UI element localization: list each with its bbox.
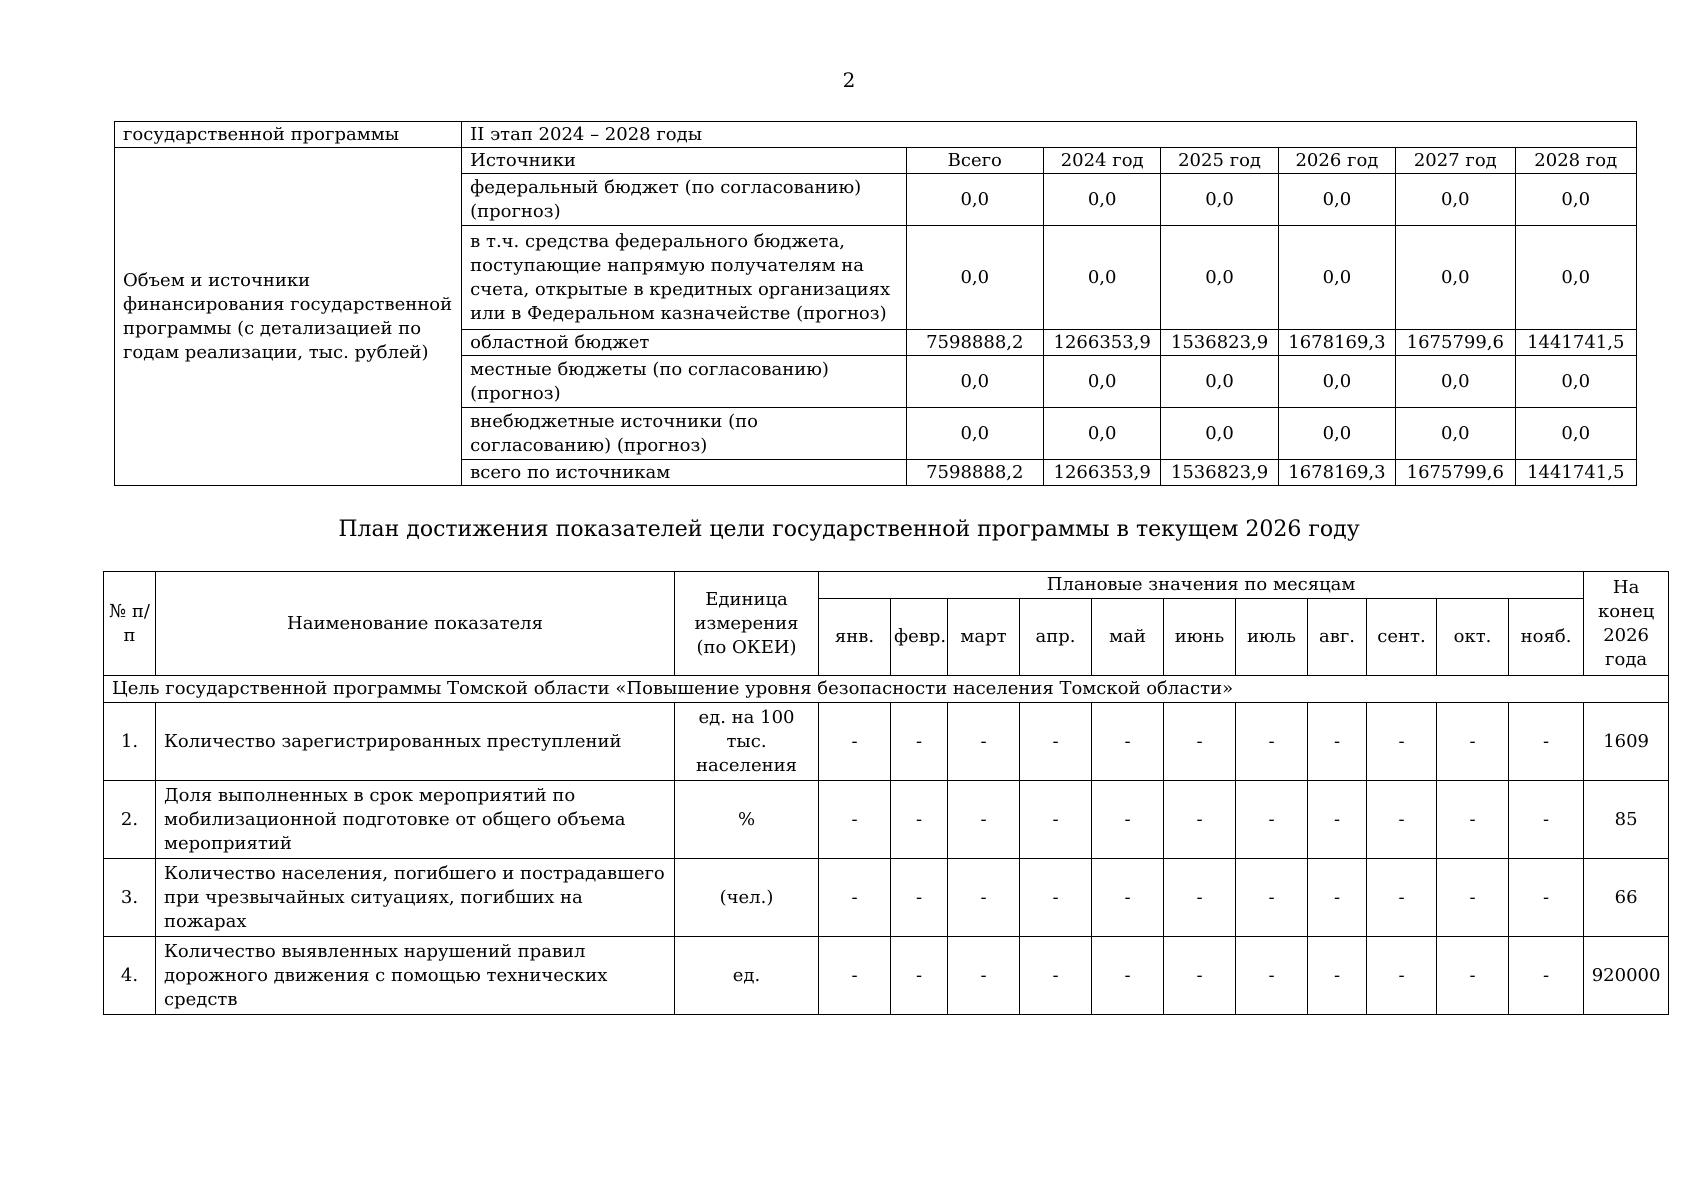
finance-source: областной бюджет — [462, 330, 906, 356]
plan-monthly-value: - — [1437, 781, 1509, 859]
plan-month-header: июнь — [1164, 599, 1236, 676]
finance-stage: II этап 2024 – 2028 годы — [462, 122, 1637, 148]
finance-value: 0,0 — [1044, 174, 1161, 226]
finance-value: 0,0 — [1161, 226, 1278, 330]
plan-month-header: нояб. — [1509, 599, 1584, 676]
plan-monthly-value: - — [819, 859, 891, 937]
plan-monthly-value: - — [1236, 781, 1308, 859]
finance-value: 7598888,2 — [906, 330, 1043, 356]
plan-monthly-value: - — [1308, 937, 1367, 1015]
plan-row-name: Количество зарегистрированных преступлений — [156, 703, 675, 781]
plan-month-header: янв. — [819, 599, 891, 676]
plan-month-header: сент. — [1367, 599, 1437, 676]
plan-monthly-value: - — [1092, 781, 1164, 859]
finance-value: 0,0 — [1396, 174, 1515, 226]
plan-row-num: 3. — [104, 859, 156, 937]
plan-monthly-value: - — [1437, 703, 1509, 781]
plan-month-header: февр. — [891, 599, 948, 676]
finance-value: 0,0 — [1278, 356, 1395, 408]
plan-monthly-value: - — [1437, 937, 1509, 1015]
plan-monthly-value: - — [1367, 937, 1437, 1015]
finance-value: 1441741,5 — [1515, 330, 1637, 356]
plan-col-end: На конец 2026 года — [1584, 572, 1669, 676]
finance-value: 0,0 — [1278, 174, 1395, 226]
plan-end-value: 85 — [1584, 781, 1669, 859]
plan-monthly-value: - — [1236, 859, 1308, 937]
finance-value: 0,0 — [1515, 408, 1637, 460]
plan-monthly-value: - — [948, 937, 1020, 1015]
plan-row-unit: ед. — [675, 937, 819, 1015]
plan-monthly-value: - — [819, 937, 891, 1015]
table-row — [104, 781, 1669, 859]
finance-source: всего по источникам — [462, 460, 906, 486]
finance-source: в т.ч. средства федерального бюджета, поступающие напрямую получателям на счета, открытые в кредитных организациях или в Федеральном казначействе (прогноз) — [462, 226, 906, 330]
finance-value: 0,0 — [1044, 356, 1161, 408]
plan-monthly-value: - — [1509, 859, 1584, 937]
plan-row-unit: (чел.) — [675, 859, 819, 937]
plan-monthly-value: - — [1164, 937, 1236, 1015]
plan-monthly-value: - — [819, 781, 891, 859]
finance-col-header: 2026 год — [1278, 148, 1395, 174]
plan-row-unit: % — [675, 781, 819, 859]
page-number: 2 — [842, 68, 856, 92]
plan-row-unit: ед. на 100 тыс. населения — [675, 703, 819, 781]
plan-monthly-value: - — [1509, 781, 1584, 859]
finance-value: 0,0 — [1044, 226, 1161, 330]
finance-col-header: 2028 год — [1515, 148, 1637, 174]
plan-monthly-value: - — [1020, 703, 1092, 781]
finance-value: 0,0 — [1515, 356, 1637, 408]
plan-monthly-value: - — [891, 859, 948, 937]
plan-monthly-value: - — [1164, 703, 1236, 781]
finance-value: 1675799,6 — [1396, 460, 1515, 486]
plan-monthly-value: - — [891, 703, 948, 781]
finance-col-header: Источники — [462, 148, 906, 174]
plan-monthly-value: - — [891, 937, 948, 1015]
finance-source: федеральный бюджет (по согласованию) (прогноз) — [462, 174, 906, 226]
plan-row-num: 1. — [104, 703, 156, 781]
finance-value: 0,0 — [906, 226, 1043, 330]
plan-end-value: 1609 — [1584, 703, 1669, 781]
finance-col-header: 2027 год — [1396, 148, 1515, 174]
plan-col-months-group: Плановые значения по месяцам — [819, 572, 1584, 599]
plan-row-name: Количество населения, погибшего и пострадавшего при чрезвычайных ситуациях, погибших на пожарах — [156, 859, 675, 937]
finance-value: 1678169,3 — [1278, 330, 1395, 356]
finance-col-header: Всего — [906, 148, 1043, 174]
finance-value: 1266353,9 — [1044, 460, 1161, 486]
finance-value: 0,0 — [1278, 226, 1395, 330]
plan-monthly-value: - — [819, 703, 891, 781]
plan-month-header: июль — [1236, 599, 1308, 676]
plan-monthly-value: - — [1308, 859, 1367, 937]
finance-value: 0,0 — [1161, 356, 1278, 408]
plan-col-name: Наименование показателя — [156, 572, 675, 676]
plan-monthly-value: - — [1509, 703, 1584, 781]
plan-month-header: апр. — [1020, 599, 1092, 676]
plan-goal: Цель государственной программы Томской области «Повышение уровня безопасности населения Томской области» — [104, 676, 1669, 703]
plan-row-num: 4. — [104, 937, 156, 1015]
finance-row-header: Объем и источники финансирования государственной программы (с детализацией по годам реализации, тыс. рублей) — [115, 148, 462, 486]
plan-row-num: 2. — [104, 781, 156, 859]
plan-monthly-value: - — [1308, 703, 1367, 781]
plan-monthly-value: - — [1367, 703, 1437, 781]
finance-col-header: 2025 год — [1161, 148, 1278, 174]
plan-monthly-value: - — [1236, 937, 1308, 1015]
finance-value: 0,0 — [1278, 408, 1395, 460]
finance-value: 1536823,9 — [1161, 460, 1278, 486]
plan-month-header: март — [948, 599, 1020, 676]
finance-value: 0,0 — [1396, 226, 1515, 330]
plan-end-value: 920000 — [1584, 937, 1669, 1015]
plan-monthly-value: - — [1367, 781, 1437, 859]
finance-value: 1678169,3 — [1278, 460, 1395, 486]
finance-value: 1675799,6 — [1396, 330, 1515, 356]
finance-value: 1266353,9 — [1044, 330, 1161, 356]
finance-value: 0,0 — [1044, 408, 1161, 460]
finance-value: 0,0 — [906, 408, 1043, 460]
finance-value: 0,0 — [1396, 356, 1515, 408]
finance-value: 1441741,5 — [1515, 460, 1637, 486]
plan-end-value: 66 — [1584, 859, 1669, 937]
plan-table — [103, 571, 1669, 1015]
plan-col-num: № п/п — [104, 572, 156, 676]
finance-value: 0,0 — [1515, 174, 1637, 226]
plan-row-name: Доля выполненных в срок мероприятий по мобилизационной подготовке от общего объема мероприятий — [156, 781, 675, 859]
plan-month-header: авг. — [1308, 599, 1367, 676]
finance-table — [114, 121, 1637, 486]
finance-source: внебюджетные источники (по согласованию) (прогноз) — [462, 408, 906, 460]
plan-monthly-value: - — [1308, 781, 1367, 859]
table-row — [104, 937, 1669, 1015]
plan-monthly-value: - — [1367, 859, 1437, 937]
finance-value: 0,0 — [1396, 408, 1515, 460]
plan-monthly-value: - — [1236, 703, 1308, 781]
finance-value: 1536823,9 — [1161, 330, 1278, 356]
finance-value: 0,0 — [906, 174, 1043, 226]
finance-value: 0,0 — [1161, 408, 1278, 460]
plan-monthly-value: - — [1164, 859, 1236, 937]
plan-title: План достижения показателей цели государственной программы в текущем 2026 году — [338, 517, 1360, 542]
plan-monthly-value: - — [948, 781, 1020, 859]
plan-monthly-value: - — [1437, 859, 1509, 937]
plan-col-unit: Единица измерения (по ОКЕИ) — [675, 572, 819, 676]
plan-monthly-value: - — [891, 781, 948, 859]
plan-monthly-value: - — [1092, 859, 1164, 937]
plan-monthly-value: - — [1164, 781, 1236, 859]
plan-monthly-value: - — [1020, 781, 1092, 859]
plan-monthly-value: - — [1020, 937, 1092, 1015]
plan-monthly-value: - — [948, 703, 1020, 781]
table-row — [104, 859, 1669, 937]
plan-monthly-value: - — [1092, 937, 1164, 1015]
finance-value: 0,0 — [1161, 174, 1278, 226]
finance-source: местные бюджеты (по согласованию) (прогноз) — [462, 356, 906, 408]
plan-month-header: окт. — [1437, 599, 1509, 676]
finance-col-header: 2024 год — [1044, 148, 1161, 174]
plan-month-header: май — [1092, 599, 1164, 676]
finance-value: 0,0 — [1515, 226, 1637, 330]
table-row — [104, 703, 1669, 781]
plan-monthly-value: - — [1509, 937, 1584, 1015]
finance-value: 7598888,2 — [906, 460, 1043, 486]
finance-top-left: государственной программы — [115, 122, 462, 148]
plan-monthly-value: - — [948, 859, 1020, 937]
finance-value: 0,0 — [906, 356, 1043, 408]
plan-row-name: Количество выявленных нарушений правил дорожного движения с помощью технических средств — [156, 937, 675, 1015]
plan-monthly-value: - — [1020, 859, 1092, 937]
plan-monthly-value: - — [1092, 703, 1164, 781]
